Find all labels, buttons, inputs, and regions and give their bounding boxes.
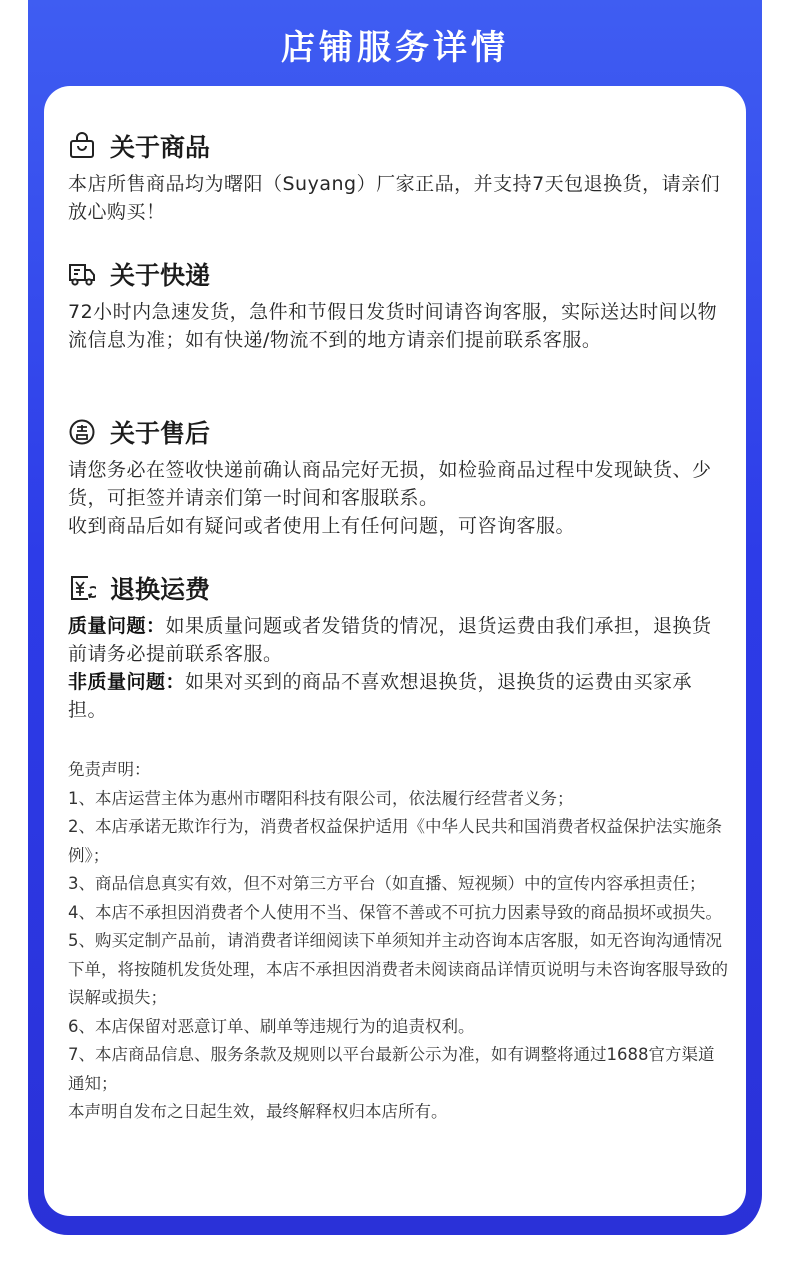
section-text: 收到商品后如有疑问或者使用上有任何问题，可咨询客服。	[68, 515, 576, 537]
shopping-bag-icon	[68, 132, 96, 160]
after-sales-icon	[68, 418, 96, 446]
content-card	[44, 86, 746, 1216]
section-delivery	[68, 258, 728, 354]
section-text: 72小时内急速发货，急件和节假日发货时间请咨询客服，实际送达时间以物流信息为准；如有快递/物流不到的地方请亲们提前联系客服。	[68, 301, 718, 351]
disclaimer-line: 1、本店运营主体为惠州市曙阳科技有限公司，依法履行经营者义务；	[68, 788, 574, 808]
section-text: 请您务必在签收快递前确认商品完好无损，如检验商品过程中发现缺货、少货，可拒签并请亲们第一时间和客服联系。	[68, 459, 712, 509]
return-fee-icon	[68, 574, 96, 602]
fee-item-non-quality	[68, 668, 728, 724]
disclaimer-line: 7、本店商品信息、服务条款及规则以平台最新公示为准，如有调整将通过1688官方渠道通知；	[68, 1045, 715, 1093]
section-title: 退换运费	[110, 575, 211, 604]
disclaimer	[68, 756, 728, 1127]
page-title: 店铺服务详情	[281, 28, 509, 68]
disclaimer-title: 免责声明：	[68, 760, 151, 779]
section-title: 关于快递	[110, 261, 211, 290]
section-text: 本店所售商品均为曙阳（Suyang）厂家正品，并支持7天包退换货，请亲们放心购买！	[68, 173, 721, 223]
disclaimer-line: 4、本店不承担因消费者个人使用不当、保管不善或不可抗力因素导致的商品损坏或损失。	[68, 902, 722, 922]
section-return-fee	[68, 572, 728, 724]
fee-text: 如果质量问题或者发错货的情况，退货运费由我们承担，退换货前请务必提前联系客服。	[68, 615, 712, 665]
fee-text: 如果对买到的商品不喜欢想退换货，退换货的运费由买家承担。	[68, 671, 693, 721]
delivery-truck-icon	[68, 260, 96, 288]
disclaimer-line: 6、本店保留对恶意订单、刷单等违规行为的追责权利。	[68, 1016, 475, 1036]
fee-item-quality	[68, 612, 728, 668]
fee-label: 质量问题：	[68, 615, 166, 637]
section-after-sales	[68, 416, 728, 540]
disclaimer-line: 本声明自发布之日起生效，最终解释权归本店所有。	[68, 1102, 448, 1121]
section-product	[68, 130, 728, 226]
disclaimer-line: 5、购买定制产品前，请消费者详细阅读下单须知并主动咨询本店客服，如无咨询沟通情况下单，将按随机发货处理，本店不承担因消费者未阅读商品详情页说明与未咨询客服导致的误解或损失；	[68, 931, 728, 1007]
section-title: 关于售后	[110, 419, 211, 448]
disclaimer-line: 3、商品信息真实有效，但不对第三方平台（如直播、短视频）中的宣传内容承担责任；	[68, 874, 706, 893]
disclaimer-line: 2、本店承诺无欺诈行为，消费者权益保护适用《中华人民共和国消费者权益保护法实施条例》；	[68, 817, 722, 865]
section-title: 关于商品	[110, 133, 211, 162]
fee-label: 非质量问题：	[68, 671, 186, 693]
